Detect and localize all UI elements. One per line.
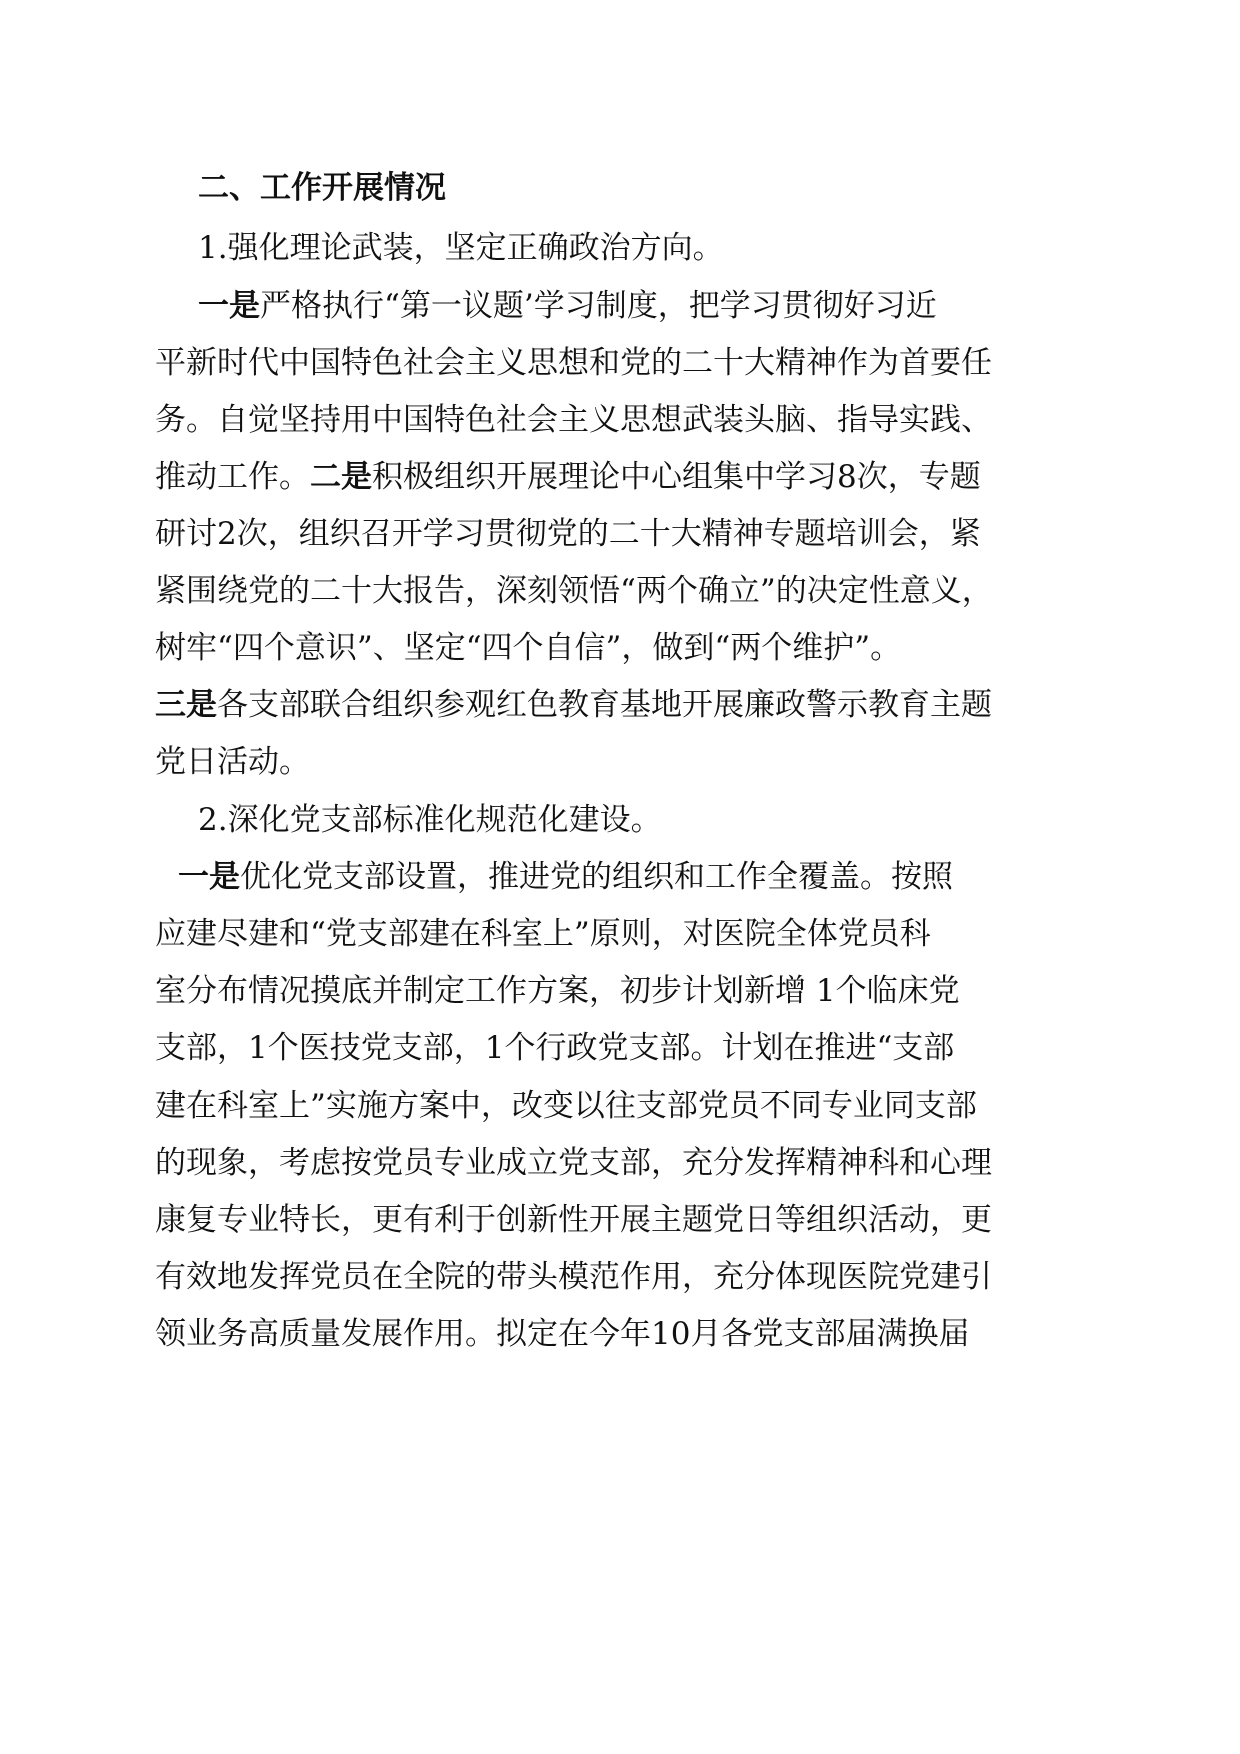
paragraph-line: 康复专业特长，更有利于创新性开展主题党日等组织活动，更 xyxy=(155,1202,992,1238)
paragraph-text: 推动工作。 xyxy=(155,459,310,495)
marker-first-2: 一是 xyxy=(178,859,240,895)
paragraph-text: 积极组织开展理论中心组集中学习8次，专题 xyxy=(372,459,981,495)
paragraph-text: 严格执行“第一议题’学习制度，把学习贯彻好习近 xyxy=(260,288,937,324)
paragraph-line: 支部，1个医技党支部，1个行政党支部。计划在推进“支部 xyxy=(155,1030,955,1066)
paragraph-line: 领业务高质量发展作用。拟定在今年10月各党支部届满换届 xyxy=(155,1316,970,1352)
marker-second: 二是 xyxy=(310,459,372,495)
paragraph-line: 应建尽建和“党支部建在科室上”原则，对医院全体党员科 xyxy=(155,916,931,952)
paragraph-line: 务。自觉坚持用中国特色社会主义思想武装头脑、指导实践、 xyxy=(155,402,992,438)
paragraph-line: 树牢“四个意识”、坚定“四个自信”，做到“两个维护”。 xyxy=(155,630,902,666)
section-heading: 二、工作开展情况 xyxy=(198,170,446,206)
paragraph-line: 建在科室上”实施方案中，改变以往支部党员不同专业同支部 xyxy=(155,1088,977,1124)
paragraph-text: 各支部联合组织参观红色教育基地开展廉政警示教育主题 xyxy=(217,687,992,723)
paragraph-line xyxy=(155,685,1075,725)
item2-title: 2.深化党支部标准化规范化建设。 xyxy=(198,802,662,838)
paragraph-line xyxy=(178,857,958,897)
paragraph-line: 室分布情况摸底并制定工作方案，初步计划新增 1个临床党 xyxy=(155,973,960,1009)
paragraph-line: 研讨2次，组织召开学习贯彻党的二十大精神专题培训会，紧 xyxy=(155,516,981,552)
paragraph-text: 优化党支部设置，推进党的组织和工作全覆盖。按照 xyxy=(240,859,953,895)
paragraph-line: 有效地发挥党员在全院的带头模范作用，充分体现医院党建引 xyxy=(155,1259,992,1295)
marker-third: 三是 xyxy=(155,687,217,723)
paragraph-line: 平新时代中国特色社会主义思想和党的二十大精神作为首要任 xyxy=(155,345,992,381)
paragraph-line xyxy=(198,286,958,326)
paragraph-line xyxy=(155,457,1075,497)
paragraph-line: 党日活动。 xyxy=(155,744,310,780)
marker-first: 一是 xyxy=(198,288,260,324)
paragraph-line: 的现象，考虑按党员专业成立党支部，充分发挥精神科和心理 xyxy=(155,1145,992,1181)
paragraph-line: 紧围绕党的二十大报告，深刻领悟“两个确立”的决定性意义， xyxy=(155,573,993,609)
item1-title: 1.强化理论武装，坚定正确政治方向。 xyxy=(198,230,724,266)
